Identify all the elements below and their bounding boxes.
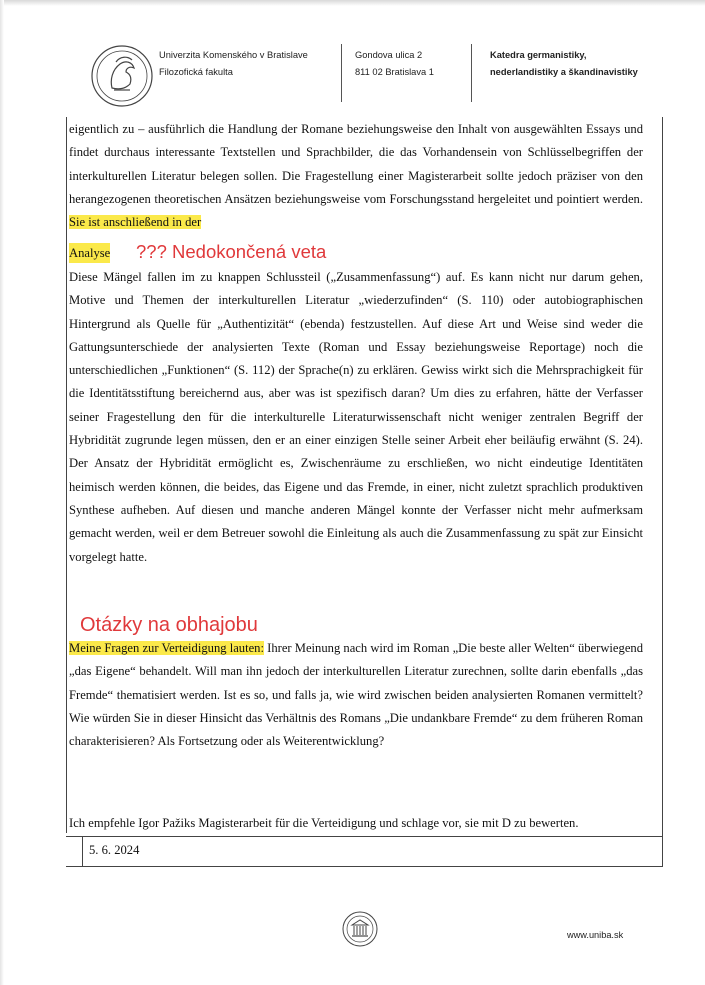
footer-university-seal-icon <box>342 911 378 947</box>
header-department-block <box>490 47 638 81</box>
scan-shadow-left <box>0 0 4 985</box>
text-frame-right <box>662 117 663 867</box>
text-frame-left <box>66 117 67 833</box>
scan-shadow-top <box>0 0 705 6</box>
paragraph-2: Diese Mängel fallen im zu knappen Schlussteil („Zusammenfassung“) auf. Es kann nicht nur darum gehen, Motive und Themen der interkulturellen Literatur „wiederzufinden“ (S. 110) oder autobiographischen Hintergrund als Quelle für „Authentizität“ (ebenda) festzustellen. Auf diese Art und Weise sind weder die Gattungsunterschiede der analysierten Texte (Roman und Essay beziehungsweise Reportage) noch die unterschiedlichen „Funktionen“ (S. 112) der Sprache(n) zu erklären. Gewiss wirkt sich die Mehrsprachigkeit für die Identitätsstiftung bereichernd aus, aber was ist spezifisch daran? Um dies zu erfahren, hätte der Verfasser seiner Fragestellung den für die interkulturelle Literaturwissenschaft nicht weniger zentralen Begriff der Hybridität zugrunde legen müssen, den er an einer einzigen Stelle seiner Arbeit eher beiläufig erwähnt (S. 24). Der Ansatz der Hybridität ermöglicht es, Zwischenräume zu erschließen, wo nicht eindeutige Identitäten heimisch werden können, die beides, das Eigene und das Fremde, in einer, nicht zuletzt sprachlich produktiven Synthese aufheben. Auf diesen und manche anderen Mängel konnte der Verfasser nicht mehr aufmerksam gemacht werden, weil er dem Betreuer sowohl die Einleitung als auch die Zusammenfassung zu spät zur Einsicht vorgelegt hatte. <box>69 270 643 564</box>
department-line-2: nederlandistiky a škandinavistiky <box>490 67 638 77</box>
document-date: 5. 6. 2024 <box>89 843 140 857</box>
paragraph-1-text: eigentlich zu – ausführlich die Handlung der Romane beziehungsweise den Inhalt von ausgewählten Essays und findet durchaus interessante Textstellen und Sprachbilder, die das Vorhandensein von Schlüsselbegriffen der interkulturellen Literatur belegen sollen. Die Fragestellung einer Magisterarbeit sollte jedoch präziser von den herangezogenen theoretischen Ansätzen beziehungsweise vom Forschungsstand hergeleitet und pointiert werden. <box>69 122 643 206</box>
text-frame-bottom <box>66 836 663 837</box>
address-street: Gondova ulica 2 <box>355 50 423 60</box>
faculty-name: Filozofická fakulta <box>159 67 233 77</box>
paragraph-1 <box>69 118 643 234</box>
header-divider <box>341 44 342 102</box>
highlighted-phrase: Sie ist anschließend in der <box>69 215 202 230</box>
university-seal-logo <box>90 44 154 108</box>
paragraph-3 <box>69 637 643 753</box>
recommendation-paragraph: Ich empfehle Igor Pažiks Magisterarbeit für die Verteidigung und schlage vor, sie mit D zu bewerten. <box>69 816 579 830</box>
department-line-1: Katedra germanistiky, <box>490 50 587 60</box>
annotation-defense-questions: Otázky na obhajobu <box>80 614 258 636</box>
highlighted-questions-lead: Meine Fragen zur Verteidigung lauten: <box>69 641 264 655</box>
date-frame-left <box>82 836 83 867</box>
footer-website: www.uniba.sk <box>567 930 624 940</box>
header-divider <box>471 44 472 102</box>
address-city: 811 02 Bratislava 1 <box>355 67 434 77</box>
university-name: Univerzita Komenského v Bratislave <box>159 50 308 60</box>
highlighted-word-analyse: Analyse <box>69 243 110 263</box>
paragraph-3-text: Ihrer Meinung nach wird im Roman „Die beste aller Welten“ überwiegend „das Eigene“ behandelt. Will man ihn jedoch der interkulturellen Literatur zurechnen, sollte darin ebenfalls „das Fremde“ thematisiert werden. Ist es so, und falls ja, wie wird zwischen beiden analysierten Romanen vermittelt? Wie würden Sie in dieser Hinsicht das Verhältnis des Romans „Die undankbare Fremde“ zu dem früheren Roman charakterisieren? Als Fortsetzung oder als Weiterentwicklung? <box>69 641 643 749</box>
header-address-block <box>355 47 434 81</box>
header-university-block <box>159 47 308 81</box>
annotation-incomplete-sentence: ??? Nedokončená veta <box>136 241 327 262</box>
date-frame-bottom <box>66 866 663 867</box>
